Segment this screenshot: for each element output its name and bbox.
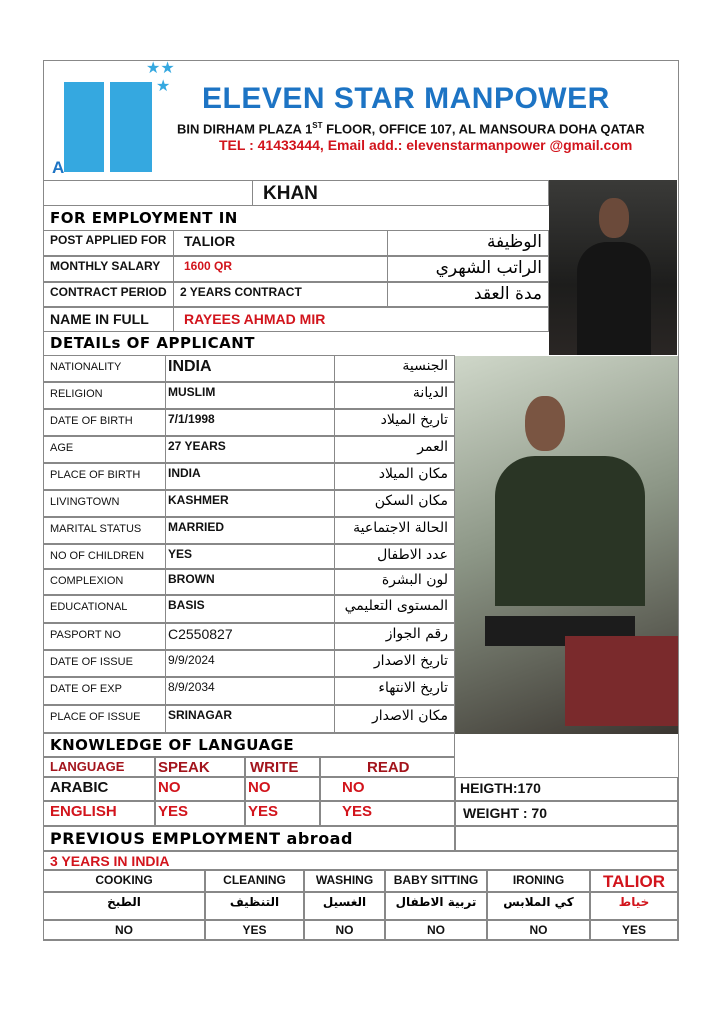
details-value: KASHMER — [168, 493, 229, 507]
details-arabic-label: الحالة الاجتماعية — [353, 520, 448, 536]
language-value: NO — [342, 779, 365, 796]
applicant-working-photo — [455, 356, 678, 734]
company-contact: TEL : 41433444, Email add.: elevenstarmanpower @gmail.com — [219, 137, 633, 153]
details-value: 8/9/2034 — [168, 680, 215, 694]
language-header: SPEAK — [158, 759, 210, 776]
details-arabic-label: رقم الجواز — [385, 626, 448, 642]
star-icon: ★ — [156, 78, 171, 95]
company-address: BIN DIRHAM PLAZA 1ST FLOOR, OFFICE 107, AL MANSOURA DOHA QATAR — [177, 121, 645, 137]
skill-arabic-name: كي الملابس — [503, 895, 574, 909]
details-value: BROWN — [168, 572, 215, 586]
employment-arabic-label: مدة العقد — [474, 284, 542, 304]
skill-arabic-name: خياط — [618, 895, 650, 909]
company-name: ELEVEN STAR MANPOWER — [202, 82, 610, 115]
applicant-portrait-photo — [549, 180, 677, 355]
language-header: WRITE — [250, 759, 299, 776]
details-label: AGE — [50, 442, 74, 454]
language-cell — [320, 777, 455, 801]
skill-name: CLEANING — [223, 873, 286, 887]
logo-letter: A — [52, 158, 65, 177]
details-label: PASPORT NO — [50, 629, 121, 641]
height-value: HEIGTH:170 — [460, 780, 541, 796]
details-arabic-label: لون البشرة — [381, 572, 448, 588]
details-arabic-label: الجنسية — [402, 358, 448, 374]
details-label: DATE OF EXP — [50, 683, 122, 695]
skill-arabic-name: التنظيف — [229, 895, 280, 909]
language-header: LANGUAGE — [50, 759, 125, 774]
employment-label: POST APPLIED FOR — [50, 233, 167, 247]
employment-value: TALIOR — [184, 233, 236, 249]
details-value: 7/1/1998 — [168, 412, 215, 426]
skill-value: NO — [115, 923, 133, 937]
details-label: RELIGION — [50, 388, 103, 400]
details-label: DATE OF ISSUE — [50, 656, 133, 668]
details-value: YES — [168, 547, 193, 561]
skill-value: NO — [335, 923, 354, 937]
details-arabic-label: مكان السكن — [374, 493, 448, 509]
employment-arabic-label: الوظيفة — [486, 232, 542, 252]
logo — [50, 62, 180, 180]
details-value: INDIA — [168, 466, 201, 480]
language-value: ARABIC — [50, 779, 109, 796]
language-value: NO — [248, 779, 271, 796]
details-value: MUSLIM — [168, 385, 216, 399]
details-label: LIVINGTOWN — [50, 496, 120, 508]
surname: KHAN — [263, 183, 318, 204]
details-value: MARRIED — [168, 520, 224, 534]
details-arabic-label: تاريخ الانتهاء — [378, 680, 448, 696]
skill-arabic-name: الطبخ — [107, 895, 141, 909]
language-value: ENGLISH — [50, 803, 117, 820]
skill-value: NO — [427, 923, 445, 937]
skill-arabic-name: تربية الاطفال — [395, 895, 477, 909]
details-title: DETAILs OF APPLICANT — [50, 334, 256, 352]
language-value: YES — [248, 803, 279, 820]
star-icon: ★★ — [146, 60, 175, 77]
weight-value: WEIGHT : 70 — [463, 805, 548, 821]
skill-name: WASHING — [315, 873, 374, 887]
details-label: PLACE OF ISSUE — [50, 711, 141, 723]
details-arabic-label: مكان الميلاد — [378, 466, 448, 482]
name-value: RAYEES AHMAD MIR — [184, 311, 326, 327]
employment-title: FOR EMPLOYMENT IN — [50, 209, 238, 227]
details-arabic-label: العمر — [417, 439, 448, 455]
employment-arabic-label: الراتب الشهري — [435, 258, 542, 278]
language-header: READ — [367, 759, 410, 776]
skill-name: IRONING — [512, 873, 565, 887]
skill-arabic-name: الغسيل — [322, 895, 367, 909]
language-title: KNOWLEDGE OF LANGUAGE — [50, 736, 295, 754]
skill-name: BABY SITTING — [393, 873, 479, 887]
details-arabic-label: عدد الاطفال — [377, 547, 448, 563]
language-value: YES — [158, 803, 189, 820]
details-value: BASIS — [168, 598, 205, 612]
previous-employment-title: PREVIOUS EMPLOYMENT abroad — [50, 829, 353, 848]
language-value: YES — [342, 803, 373, 820]
details-value: 9/9/2024 — [168, 653, 215, 667]
details-label: PLACE OF BIRTH — [50, 469, 141, 481]
details-label: DATE OF BIRTH — [50, 415, 133, 427]
details-label: MARITAL STATUS — [50, 523, 142, 535]
language-value: NO — [158, 779, 181, 796]
details-value: 27 YEARS — [168, 439, 226, 453]
details-label: COMPLEXION — [50, 575, 124, 587]
skill-value: YES — [242, 923, 267, 937]
details-value: SRINAGAR — [168, 708, 233, 722]
skill-value: NO — [529, 923, 548, 937]
details-arabic-label: تاريخ الميلاد — [380, 412, 448, 428]
employment-value: 2 YEARS CONTRACT — [180, 285, 302, 299]
previous-employment-value: 3 YEARS IN INDIA — [50, 853, 170, 869]
details-arabic-label: المستوى التعليمي — [344, 598, 448, 614]
employment-label: MONTHLY SALARY — [50, 259, 161, 273]
details-arabic-label: تاريخ الاصدار — [373, 653, 448, 669]
details-value: INDIA — [168, 358, 212, 375]
name-label: NAME IN FULL — [50, 311, 149, 327]
language-cell — [320, 801, 455, 826]
skill-name: COOKING — [95, 873, 153, 887]
details-arabic-label: الديانة — [412, 385, 448, 401]
details-arabic-label: مكان الاصدار — [372, 708, 448, 724]
skill-name: TALIOR — [602, 872, 665, 891]
details-value: C2550827 — [168, 626, 233, 642]
details-label: EDUCATIONAL — [50, 601, 128, 613]
skill-value: YES — [621, 923, 646, 937]
employment-value: 1600 QR — [184, 259, 233, 273]
employment-label: CONTRACT PERIOD — [50, 285, 167, 299]
details-label: NO OF CHILDREN — [50, 550, 145, 562]
details-label: NATIONALITY — [50, 361, 122, 373]
